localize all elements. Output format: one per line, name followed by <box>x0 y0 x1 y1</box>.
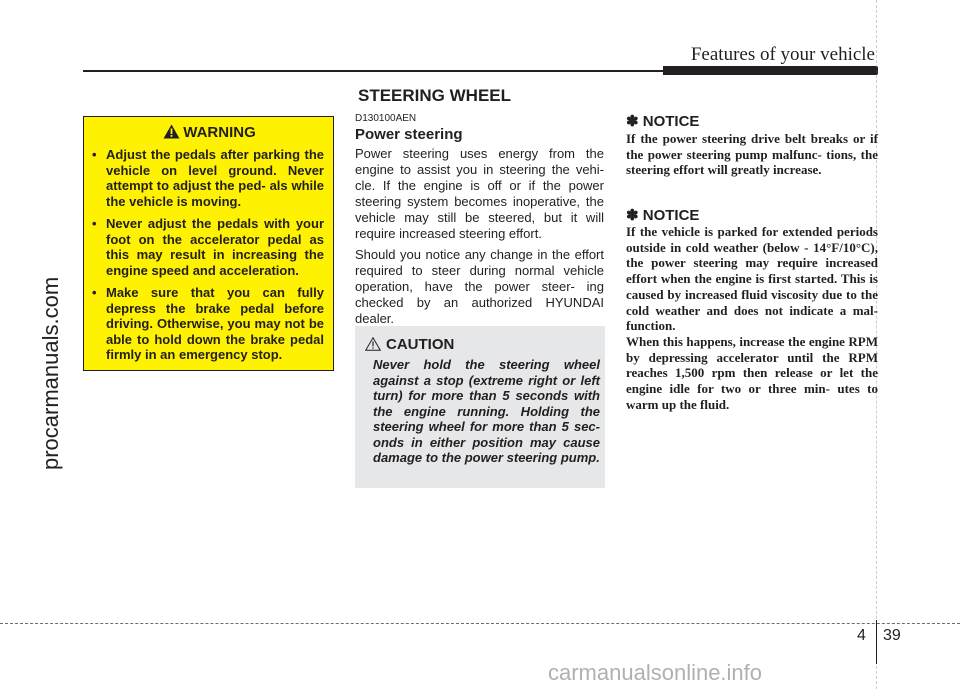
notice-paragraph: When this happens, increase the engine RPM by depressing accelerator until the RPM reaches 1,500 rpm then release or let the engine idle for two or three min- utes to warm up the fluid. <box>626 333 878 412</box>
watermark-bottom: carmanualsonline.info <box>548 660 763 685</box>
header-rule <box>83 70 663 72</box>
page-number: 39 <box>883 627 901 644</box>
bullet-icon: • <box>92 285 97 300</box>
notice-text: If the power steering drive belt breaks or if the power steering pump malfunc- tions, the steering effort will greatly increase. <box>626 131 878 178</box>
section-code: D130100AEN <box>355 113 417 124</box>
caution-text: Never hold the steering wheel against a stop (extreme right or left turn) for more than 5 seconds with the engine running. Holding the steering wheel for more than 5 sec- onds in either position may cause damage to the power steering pump. <box>373 357 600 465</box>
header-bar <box>663 66 878 75</box>
power-steering-body <box>355 146 604 332</box>
page-number-divider <box>876 620 877 664</box>
notice-title: NOTICE <box>642 207 700 224</box>
caution-title: CAUTION <box>386 336 455 353</box>
section-heading: STEERING WHEEL <box>358 86 512 105</box>
paragraph: Power steering uses energy from the engine to assist you in steering the vehi- cle. If the engine is off or if the power steering system becomes inoperative, the vehicle may still be steered, but it will require increased steering effort. <box>355 146 604 241</box>
footer-rule <box>0 623 960 624</box>
warning-list <box>92 147 324 370</box>
bullet-icon: • <box>92 216 97 231</box>
paragraph: Should you notice any change in the effort required to steer during normal vehicle operation, have the power steer- ing checked by an authorized HYUNDAI dealer. <box>355 247 604 326</box>
caution-header <box>365 336 454 355</box>
warning-box <box>83 116 334 371</box>
section-title: Features of your vehicle <box>690 44 875 65</box>
notice-star-icon: ✽ <box>626 207 639 224</box>
warning-title: WARNING <box>183 124 256 141</box>
watermark-left: procarmanuals.com <box>38 276 63 470</box>
notice-heading <box>626 112 699 130</box>
notice-paragraph: If the vehicle is parked for extended periods outside in cold weather (below - 14°F/10°C), the power steering may require increased effort when the engine is first started. This is caused by increased fluid viscosity due to the cold weather and does not indicate a mal- function. <box>626 224 878 334</box>
notice-text <box>626 224 878 412</box>
notice-title: NOTICE <box>642 113 700 130</box>
caution-box <box>355 326 605 488</box>
notice-star-icon: ✽ <box>626 113 639 130</box>
power-steering-title: Power steering <box>355 126 463 143</box>
warning-triangle-icon <box>163 124 180 143</box>
warning-item: • Never adjust the pedals with your foot on the accelerator pedal as this may result in increasing the engine speed and acceleration. <box>92 216 324 278</box>
caution-triangle-icon <box>365 337 381 355</box>
chapter-number: 4 <box>857 627 866 644</box>
warning-item: • Make sure that you can fully depress the brake pedal before driving. Otherwise, you may not be able to hold down the brake pedal firmly in an emergency stop. <box>92 285 324 362</box>
notice-heading <box>626 206 699 224</box>
warning-item: • Adjust the pedals after parking the vehicle on level ground. Never attempt to adjust the ped- als while the vehicle is moving. <box>92 147 324 209</box>
bullet-icon: • <box>92 147 97 162</box>
warning-header <box>84 124 335 143</box>
